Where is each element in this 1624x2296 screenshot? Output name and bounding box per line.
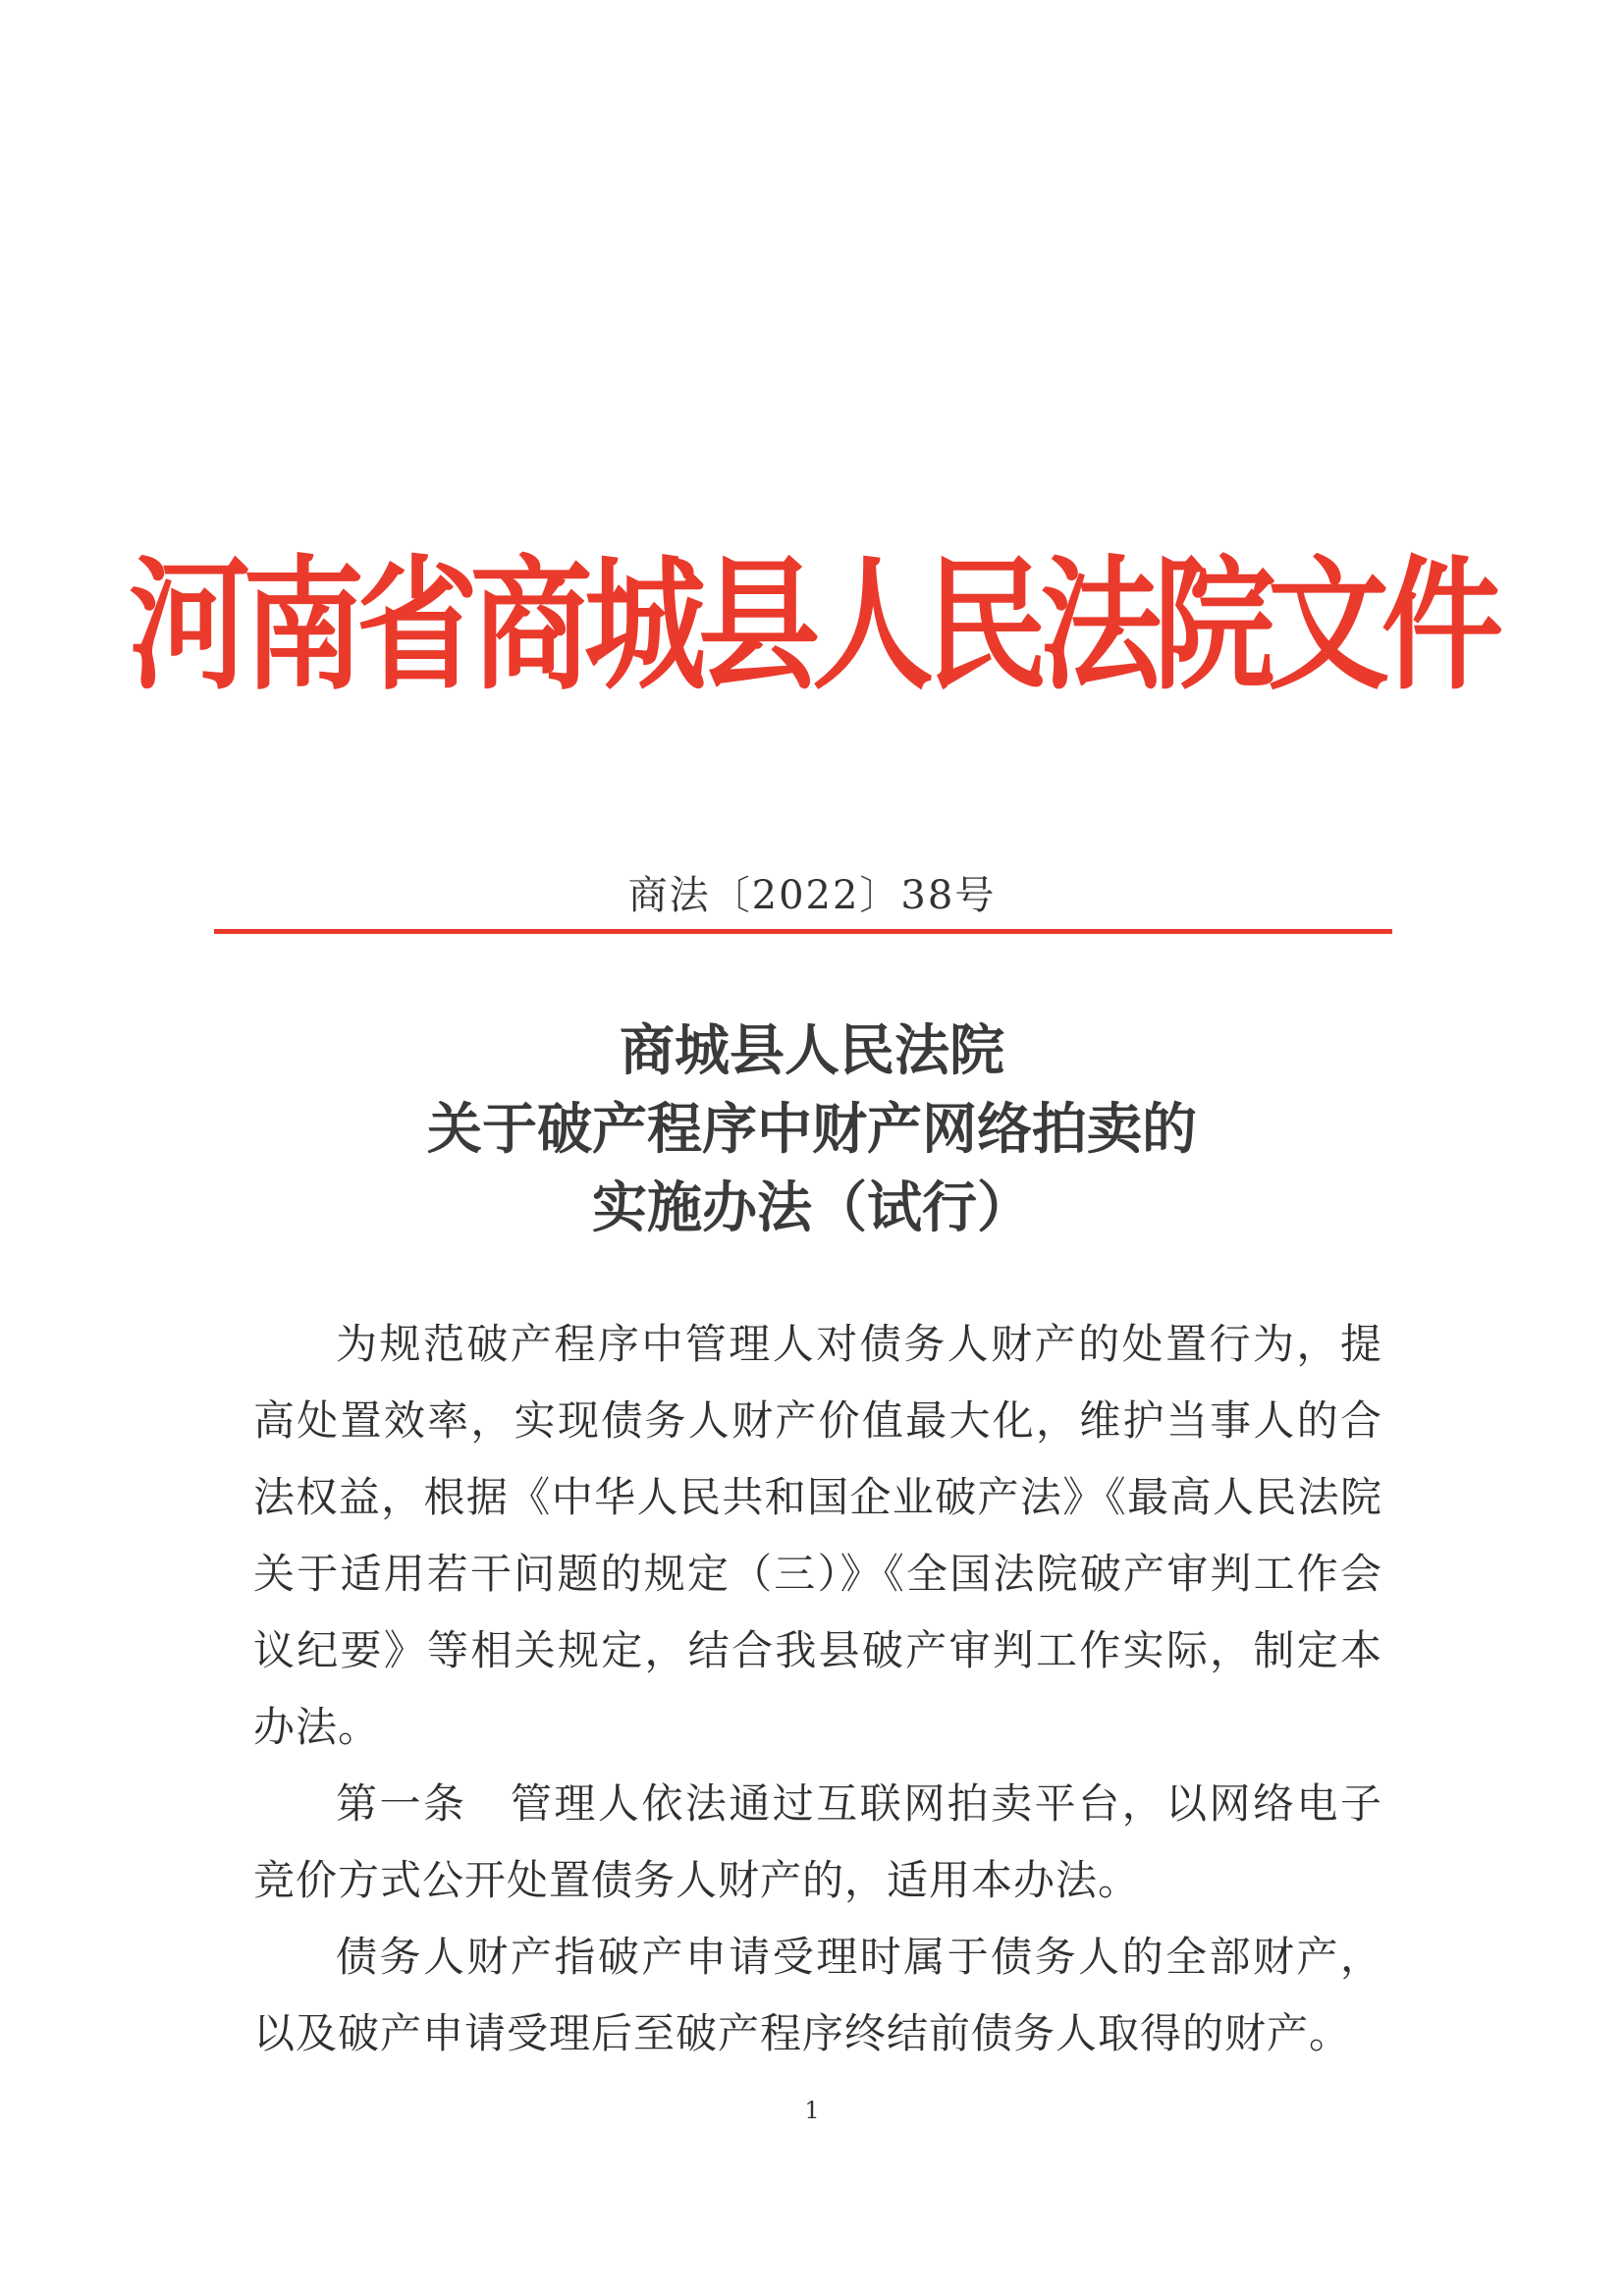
title-line-3: 实施办法（试行） (592, 1175, 1032, 1240)
red-separator-line (214, 929, 1392, 934)
document-title (0, 1011, 1624, 1247)
document-number: 商法〔2022〕38号 (627, 873, 997, 918)
page-number: 1 (804, 2097, 820, 2124)
preamble-paragraph: 为规范破产程序中管理人对债务人财产的处置行为，提高处置效率，实现债务人财产价值最大化，维护当事人的合法权益，根据《中华人民共和国企业破产法》《最高人民法院关于适用若干问题的规定（三）》《全国法院破产审判工作会议纪要》等相关规定，结合我县破产审判工作实际，制定本办法。 (253, 1320, 1382, 1751)
article-1-paragraph: 第一条 管理人依法通过互联网拍卖平台，以网络电子竞价方式公开处置债务人财产的，适用本办法。 (253, 1779, 1382, 1904)
body-text (253, 1306, 1382, 2072)
article-1-definition-paragraph: 债务人财产指破产申请受理时属于债务人的全部财产，以及破产申请受理后至破产程序终结前债务人取得的财产。 (253, 1933, 1382, 2057)
masthead-title: 河南省商城县人民法院文件 (128, 542, 1495, 711)
title-line-1: 商城县人民法院 (620, 1018, 1004, 1083)
title-line-2: 关于破产程序中财产网络拍卖的 (427, 1097, 1197, 1162)
